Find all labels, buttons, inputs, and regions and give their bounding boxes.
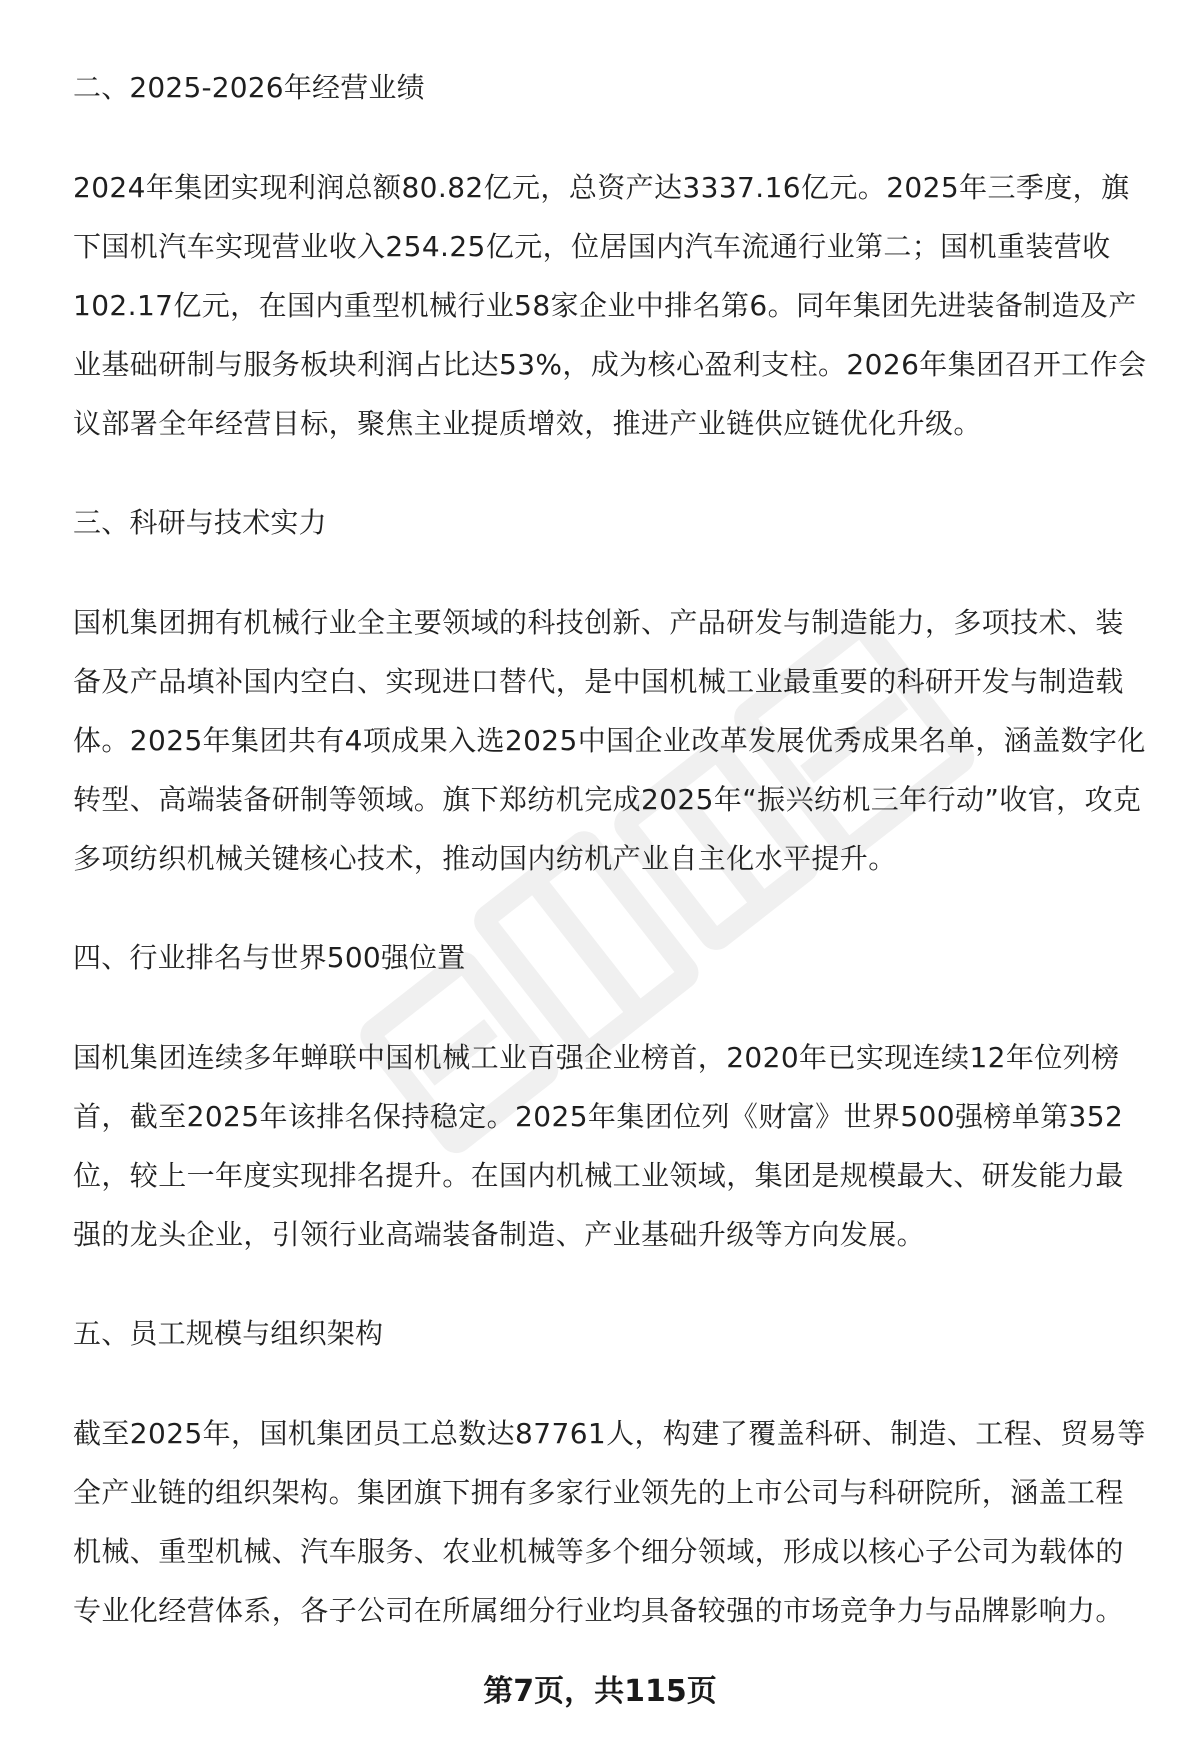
section-body-performance: 2024年集团实现利润总额80.82亿元，总资产达3337.16亿元。2025年三季度，旗下国机汽车实现营业收入254.25亿元，位居国内汽车流通行业第二；国机重装营收102.17亿元，在国内重型机械行业58家企业中排名第6。同年集团先进装备制造及产业基础研制与服务板块利润占比达53%，成为核心盈利支柱。2026年集团召开工作会议部署全年经营目标，聚焦主业提质增效，推进产业链供应链优化升级。 (73, 171, 1147, 440)
section-heading-ranking: 四、行业排名与世界500强位置 (73, 941, 466, 974)
section-body-staff: 截至2025年，国机集团员工总数达87761人，构建了覆盖科研、制造、工程、贸易等全产业链的组织架构。集团旗下拥有多家行业领先的上市公司与科研院所，涵盖工程机械、重型机械、汽车服务、农业机械等多个细分领域，形成以核心子公司为载体的专业化经营体系，各子公司在所属细分行业均具备较强的市场竞争力与品牌影响力。 (73, 1417, 1146, 1627)
section-heading-performance: 二、2025-2026年经营业绩 (73, 71, 425, 104)
section-heading-research: 三、科研与技术实力 (73, 506, 327, 539)
section-body-ranking: 国机集团连续多年蝉联中国机械工业百强企业榜首，2020年已实现连续12年位列榜首，截至2025年该排名保持稳定。2025年集团位列《财富》世界500强榜单第352位，较上一年度实现排名提升。在国内机械工业领域，集团是规模最大、研发能力最强的龙头企业，引领行业高端装备制造、产业基础升级等方向发展。 (73, 1041, 1124, 1251)
page-number-footer: 第7页，共115页 (483, 1674, 717, 1709)
section-heading-staff: 五、员工规模与组织架构 (73, 1317, 384, 1350)
document-content (73, 62, 1148, 1684)
section-body-research: 国机集团拥有机械行业全主要领域的科技创新、产品研发与制造能力，多项技术、装备及产品填补国内空白、实现进口替代，是中国机械工业最重要的科研开发与制造载体。2025年集团共有4项成果入选2025中国企业改革发展优秀成果名单，涵盖数字化转型、高端装备研制等领域。旗下郑纺机完成2025年“振兴纺机三年行动”收官，攻克多项纺织机械关键核心技术，推动国内纺机产业自主化水平提升。 (73, 606, 1146, 875)
